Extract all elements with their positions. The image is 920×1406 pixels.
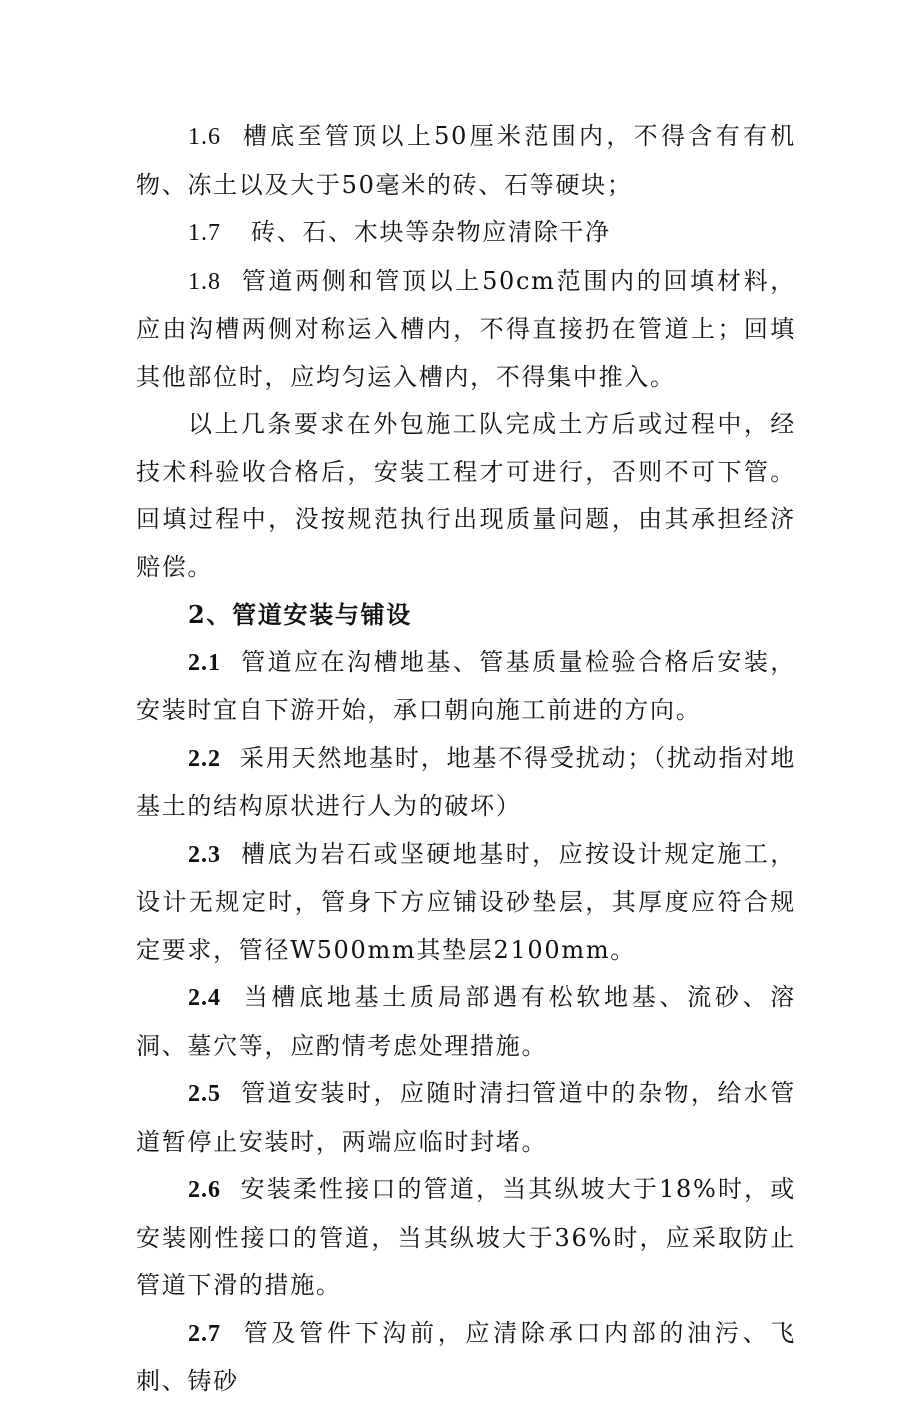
paragraph-2-7 — [136, 1310, 796, 1406]
paragraph-1-6 — [136, 113, 796, 209]
item-number: 2.6 — [188, 1177, 221, 1203]
item-number: 2.4 — [188, 985, 221, 1011]
item-number: 1.8 — [188, 268, 221, 295]
item-number: 2.1 — [188, 649, 221, 676]
paragraph-text: 采用天然地基时，地基不得受扰动；（扰动指对地基土的结构原状进行人为的破坏） — [136, 743, 796, 820]
item-number: 2.2 — [188, 745, 221, 772]
paragraph-2-5 — [136, 1070, 796, 1166]
paragraph-2-1 — [136, 639, 796, 735]
paragraph-text: 当槽底地基土质局部遇有松软地基、流砂、溶洞、墓穴等，应酌情考虑处理措施。 — [136, 983, 796, 1060]
paragraph-text: 安装柔性接口的管道，当其纵坡大于18%时，或安装刚性接口的管道，当其纵坡大于36%时，应采取防止管道下滑的措施。 — [136, 1175, 796, 1299]
paragraph-text: 管道安装时，应随时清扫管道中的杂物，给水管道暂停止安装时，两端应临时封堵。 — [136, 1079, 796, 1156]
paragraph-text: 砖、石、木块等杂物应清除干净 — [251, 218, 611, 246]
item-number: 2.5 — [188, 1081, 221, 1107]
section-heading — [136, 591, 796, 639]
paragraph-text: 管道应在沟槽地基、管基质量检验合格后安装，安装时宜自下游开始，承口朝向施工前进的方向。 — [136, 647, 796, 724]
item-number: 1.6 — [188, 124, 221, 150]
paragraph-text: 管道两侧和管顶以上50cm范围内的回填材料，应由沟槽两侧对称运入槽内，不得直接扔在管道上；回填其他部位时，应均匀运入槽内，不得集中推入。 — [136, 266, 796, 391]
paragraph-2-6 — [136, 1166, 796, 1310]
paragraph-text: 槽底至管顶以上50厘米范围内，不得含有有机物、冻土以及大于50毫米的砖、石等硬块； — [136, 122, 796, 199]
paragraph-text: 以上几条要求在外包施工队完成土方后或过程中，经技术科验收合格后，安装工程才可进行，否则不可下管。回填过程中，没按规范执行出现质量问题，由其承担经济赔偿。 — [136, 410, 796, 581]
item-number: 1.7 — [188, 220, 221, 246]
paragraph-text: 槽底为岩石或坚硬地基时，应按设计规定施工，设计无规定时，管身下方应铺设砂垫层，其厚度应符合规定要求，管径W500mm其垫层2100mm。 — [136, 839, 796, 964]
paragraph-text: 管及管件下沟前，应清除承口内部的油污、飞刺、铸砂 — [136, 1318, 796, 1395]
paragraph-2-4 — [136, 974, 796, 1070]
paragraph-2-3 — [136, 831, 796, 975]
paragraph-1-8 — [136, 258, 796, 402]
paragraph-1-7 — [136, 209, 796, 258]
paragraph-2-2 — [136, 735, 796, 831]
heading-text: 2、管道安装与铺设 — [188, 600, 412, 629]
item-number: 2.3 — [188, 841, 221, 868]
item-number: 2.7 — [188, 1320, 221, 1347]
document-body — [136, 113, 796, 1406]
paragraph-summary — [136, 401, 796, 591]
